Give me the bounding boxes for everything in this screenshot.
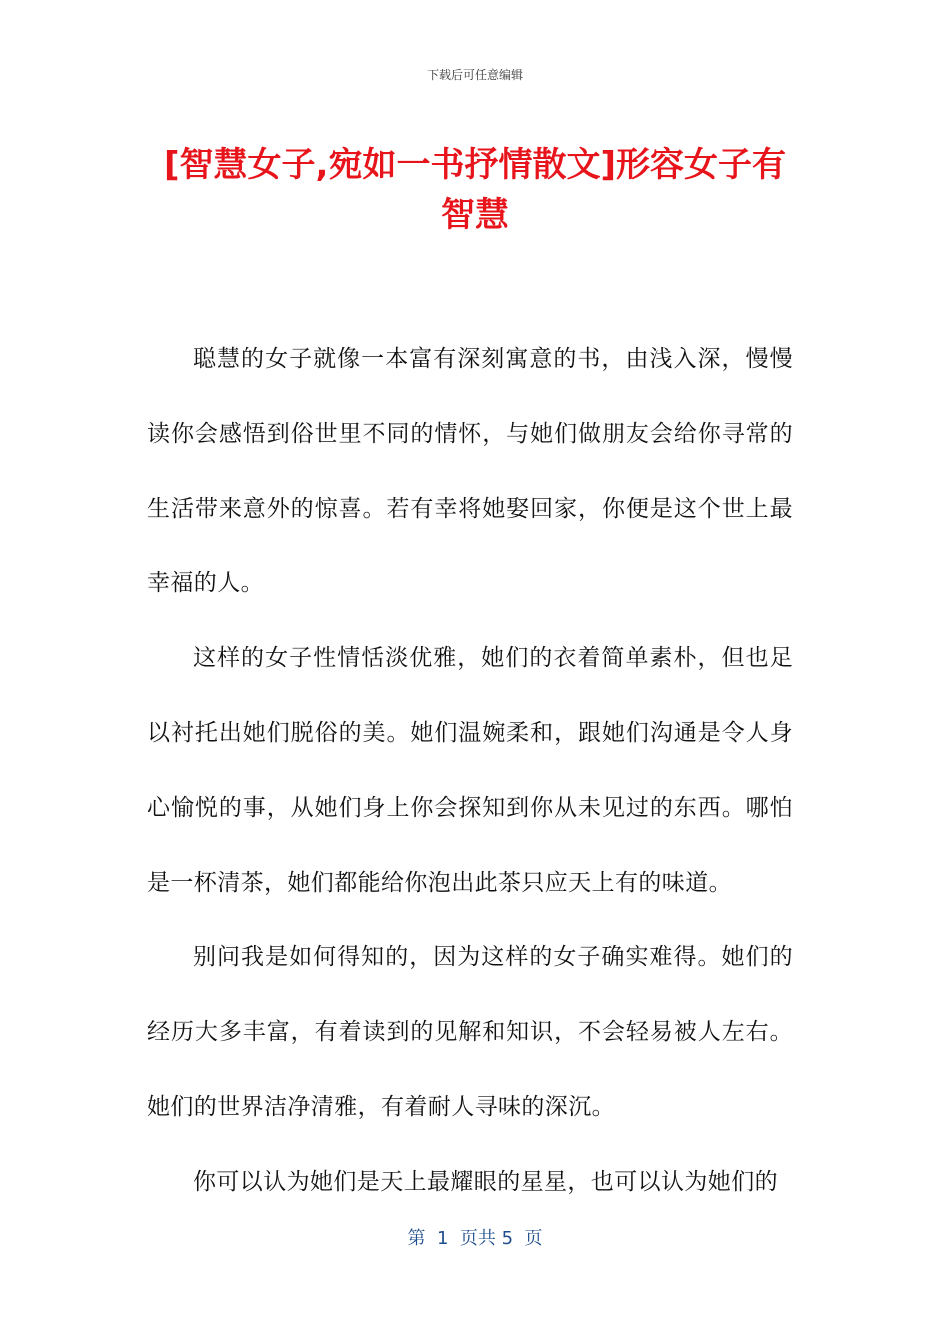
paragraph-4: 你可以认为她们是天上最耀眼的星星，也可以认为她们的 (193, 1168, 778, 1195)
page-number-footer: 第 1 页共 5 页 (407, 1228, 543, 1249)
page-header-note: 下载后可任意编辑 (426, 68, 523, 82)
paragraph-3: 别问我是如何得知的，因为这样的女子确实难得。她们的经历大多丰富，有着读到的见解和知识，不会轻易被人左右。她们的世界洁净清雅，有着耐人寻味的深沉。 (147, 944, 793, 1120)
paragraph-1: 聪慧的女子就像一本富有深刻寓意的书，由浅入深，慢慢读你会感悟到俗世里不同的情怀，与她们做朋友会给你寻常的生活带来意外的惊喜。若有幸将她娶回家，你便是这个世上最幸福的人。 (147, 346, 793, 597)
paragraph-2: 这样的女子性情恬淡优雅，她们的衣着简单素朴，但也足以衬托出她们脱俗的美。她们温婉柔和，跟她们沟通是令人身心愉悦的事，从她们身上你会探知到你从未见过的东西。哪怕是一杯清茶，她们都能给你泡出此茶只应天上有的味道。 (147, 645, 793, 896)
document-title: [智慧女子,宛如一书抒情散文]形容女子有智慧 (164, 145, 786, 235)
document-body (147, 322, 793, 1220)
